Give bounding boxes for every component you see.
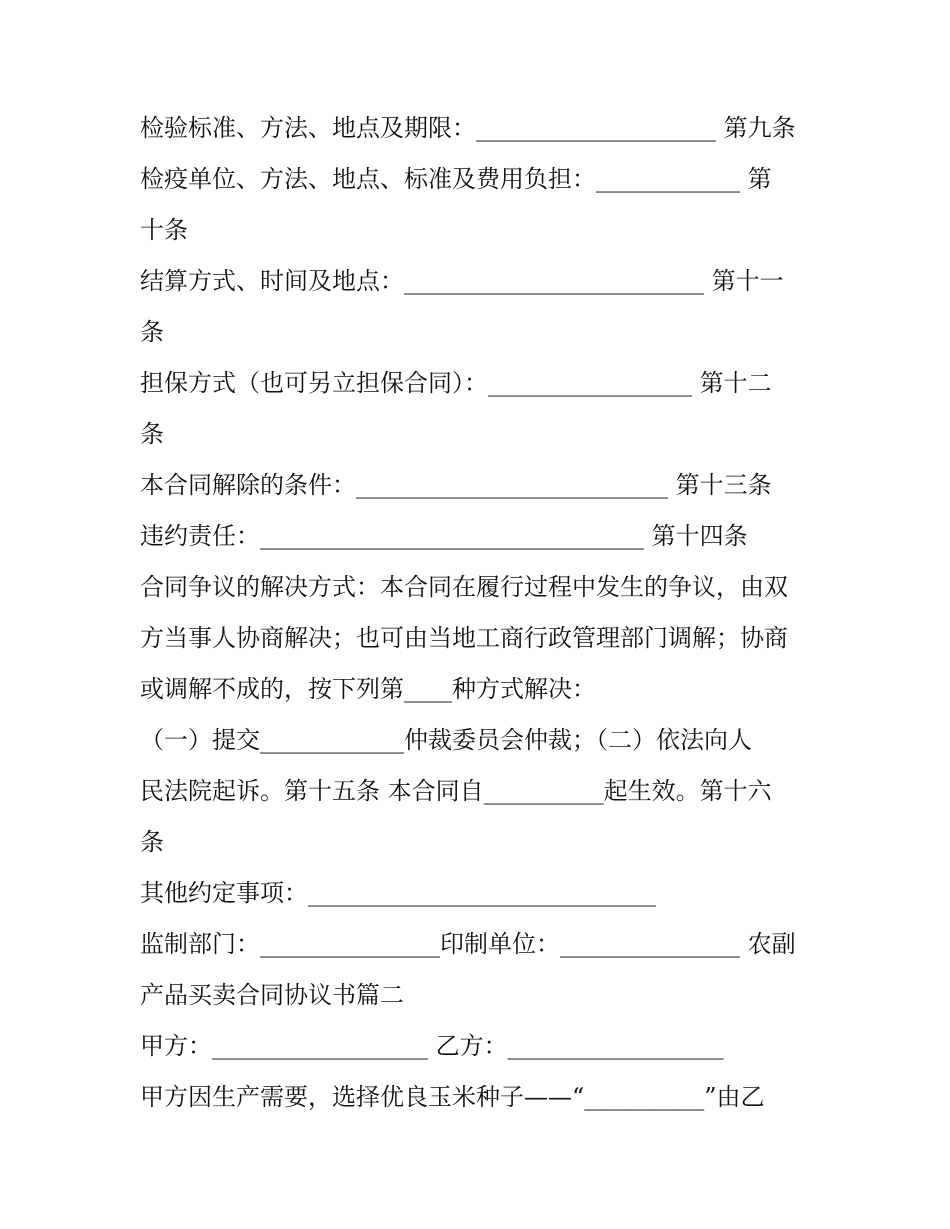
text-line: 条 (140, 420, 164, 448)
text-line: 甲方因生产需要，选择优良玉米种子——“__________”由乙 (140, 1083, 765, 1111)
text-line: 本合同解除的条件：__________________________ 第十三条 (140, 471, 772, 499)
text-line: 甲方：__________________ 乙方：__________________ (140, 1032, 724, 1060)
text-line: 方当事人协商解决；也可由当地工商行政管理部门调解；协商 (140, 624, 788, 652)
text-line: 其他约定事项：_____________________________ (140, 879, 656, 907)
text-line: 结算方式、时间及地点：_________________________ 第十一 (140, 267, 784, 295)
text-line: 产品买卖合同协议书篇二 (140, 981, 404, 1009)
text-line: 监制部门：_______________印制单位：_______________ 农副 (140, 930, 796, 958)
text-line: 违约责任：________________________________ 第十四条 (140, 522, 748, 550)
text-line: （一）提交____________仲裁委员会仲裁；（二）依法向人 (140, 726, 752, 754)
contract-text (140, 103, 820, 1123)
text-line: 检验标准、方法、地点及期限：____________________ 第九条 (140, 114, 796, 142)
text-line: 或调解不成的，按下列第____种方式解决： (140, 675, 596, 703)
text-line: 条 (140, 828, 164, 856)
text-line: 十条 (140, 216, 188, 244)
text-line: 民法院起诉。第十五条 本合同自__________起生效。第十六 (140, 777, 772, 805)
text-line: 担保方式（也可另立担保合同）：_________________ 第十二 (140, 369, 772, 397)
text-line: 条 (140, 318, 164, 346)
text-line: 检疫单位、方法、地点、标准及费用负担：____________ 第 (140, 165, 772, 193)
text-line: 合同争议的解决方式：本合同在履行过程中发生的争议，由双 (140, 573, 788, 601)
